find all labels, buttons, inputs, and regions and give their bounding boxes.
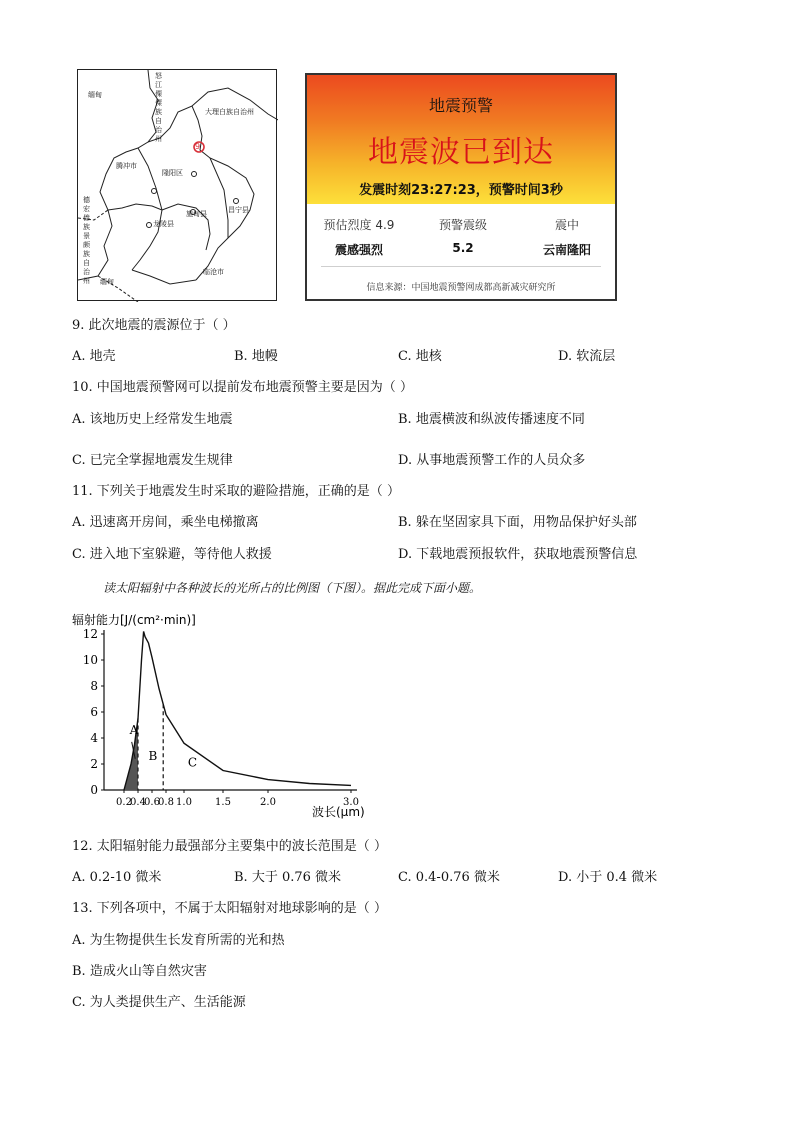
- x-tick-label: 1.5: [215, 797, 231, 808]
- label-miandian-bottom: 缅甸: [100, 278, 114, 286]
- q11-option-d[interactable]: D. 下载地震预报软件，获取地震预警信息: [398, 547, 638, 562]
- q9-stem: 9. 此次地震的震源位于（ ）: [72, 318, 236, 333]
- epicenter-marker: 9: [195, 142, 201, 151]
- q12-option-a[interactable]: A. 0.2-10 微米: [72, 870, 162, 885]
- y-tick-label: 12: [82, 627, 98, 641]
- q11-option-b[interactable]: B. 躲在坚固家具下面，用物品保护好头部: [398, 515, 637, 530]
- warning-heading: 地震预警: [428, 96, 493, 115]
- warning-divider: [321, 266, 601, 267]
- label-tengchong: 腾冲市: [116, 162, 137, 170]
- q10-stem: 10. 中国地震预警网可以提前发布地震预警主要是因为（ ）: [72, 380, 413, 395]
- q9-option-b[interactable]: B. 地幔: [234, 349, 278, 364]
- x-tick-label: 3.0: [343, 797, 359, 808]
- q12-stem: 12. 太阳辐射能力最强部分主要集中的波长范围是（ ）: [72, 839, 387, 854]
- label-shidian: 施甸县: [186, 210, 207, 218]
- label-longyang: 隆阳区: [162, 169, 183, 177]
- col-intensity-value: 震感强烈: [334, 243, 383, 257]
- col-epicenter-header: 震中: [554, 218, 579, 232]
- y-tick-label: 6: [90, 705, 98, 719]
- q12-option-c[interactable]: C. 0.4-0.76 微米: [398, 870, 500, 885]
- q12-option-d[interactable]: D. 小于 0.4 微米: [558, 870, 658, 885]
- y-tick-label: 10: [82, 653, 98, 667]
- label-dehong: 德宏傣族景颇族自治州: [83, 196, 90, 285]
- q11-stem: 11. 下列关于地震发生时采取的避险措施，正确的是（ ）: [72, 484, 400, 499]
- region-label-a: A: [129, 723, 139, 738]
- label-longling: 龙陵县: [153, 220, 174, 228]
- col-intensity-header: 预估烈度 4.9: [323, 218, 395, 232]
- x-tick-label: 0.6: [144, 797, 160, 808]
- warning-main-text: 地震波已到达: [368, 135, 554, 170]
- region-label-b: B: [148, 749, 158, 764]
- warning-time-line: 发震时刻23:27:23，预警时间3秒: [359, 183, 563, 198]
- label-nujiang: 怒江傈僳族自治州: [155, 72, 162, 143]
- section-intro: 读太阳辐射中各种波长的光所占的比例图（下图）。据此完成下面小题。: [103, 581, 482, 595]
- y-tick-label: 2: [90, 757, 98, 771]
- warning-source: 信息来源：中国地震预警网成都高新减灾研究所: [366, 283, 556, 293]
- q10-option-d[interactable]: D. 从事地震预警工作的人员众多: [398, 453, 586, 468]
- q10-option-b[interactable]: B. 地震横波和纵波传播速度不同: [398, 412, 585, 427]
- col-magnitude-header: 预警震级: [438, 218, 487, 232]
- q10-option-c[interactable]: C. 已完全掌握地震发生规律: [72, 453, 233, 468]
- y-tick-label: 0: [90, 783, 98, 797]
- y-axis-title: 辐射能力[J/(cm²·min)]: [72, 613, 196, 627]
- x-tick-label: 2.0: [260, 797, 276, 808]
- radiation-curve: [124, 631, 351, 790]
- chart-svg: [64, 604, 374, 826]
- q11-option-c[interactable]: C. 进入地下室躲避，等待他人救援: [72, 547, 272, 562]
- q13-option-a[interactable]: A. 为生物提供生长发育所需的光和热: [72, 933, 285, 948]
- region-label-c: C: [187, 755, 198, 770]
- x-tick-label: 0.4: [130, 797, 146, 808]
- location-map: [77, 69, 277, 301]
- q13-option-c[interactable]: C. 为人类提供生产、生活能源: [72, 995, 246, 1010]
- y-tick-label: 4: [90, 731, 98, 745]
- earthquake-warning-card: [305, 73, 617, 301]
- q9-option-a[interactable]: A. 地壳: [72, 349, 116, 364]
- map-borders: [78, 70, 278, 302]
- q13-option-b[interactable]: B. 造成火山等自然灾害: [72, 964, 207, 979]
- col-epicenter-value: 云南隆阳: [542, 243, 591, 257]
- q9-option-d[interactable]: D. 软流层: [558, 349, 616, 364]
- col-magnitude-value: 5.2: [452, 241, 474, 255]
- x-tick-label: 0.2: [116, 797, 132, 808]
- x-tick-label: 0.8: [158, 797, 174, 808]
- q11-option-a[interactable]: A. 迅速离开房间，乘坐电梯撤离: [72, 515, 259, 530]
- label-dali: 大理白族自治州: [205, 108, 254, 116]
- q12-option-b[interactable]: B. 大于 0.76 微米: [234, 870, 342, 885]
- label-miandian-top: 缅甸: [88, 91, 102, 99]
- x-tick-label: 1.0: [176, 797, 192, 808]
- x-axis-title: 波长(μm): [312, 805, 365, 819]
- y-tick-label: 8: [90, 679, 98, 693]
- q9-option-c[interactable]: C. 地核: [398, 349, 442, 364]
- solar-radiation-chart: [64, 604, 374, 830]
- q10-option-a[interactable]: A. 该地历史上经常发生地震: [72, 412, 233, 427]
- label-changning: 昌宁县: [228, 206, 249, 214]
- label-lincang: 临沧市: [203, 268, 224, 276]
- q13-stem: 13. 下列各项中，不属于太阳辐射对地球影响的是（ ）: [72, 901, 387, 916]
